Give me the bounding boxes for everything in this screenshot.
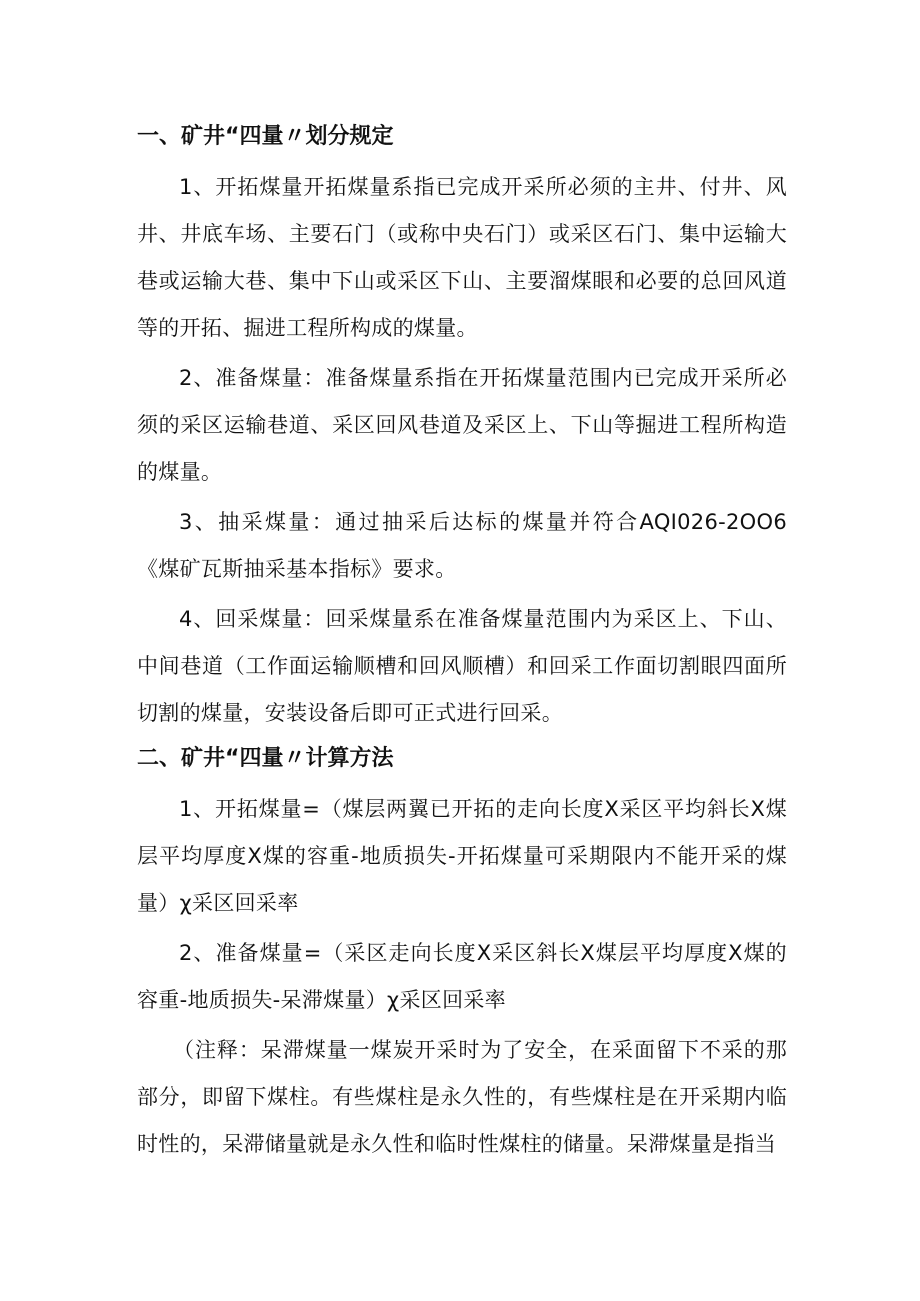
- paragraph-prepared-coal: 2、准备煤量：准备煤量系指在开拓煤量范围内已完成开采所必须的采区运输巷道、采区回风巷道及采区上、下山等掘进工程所构造的煤量。: [137, 366, 787, 484]
- paragraph-note: （注释：呆滞煤量一煤炭开采时为了安全，在采面留下不采的那部分，即留下煤柱。有些煤柱是永久性的，有些煤柱是在开采期内临时性的，呆滞储量就是永久性和临时性煤柱的储量。呆滞煤量是指当: [137, 1038, 787, 1156]
- document-body: [137, 118, 787, 1171]
- section-heading-division-rules: 一、矿井“四量〃划分规定: [137, 124, 394, 149]
- section-heading-calculation-methods: 二、矿井“四量〃计算方法: [137, 746, 394, 771]
- paragraph-stoping-coal: 4、回采煤量：回采煤量系在准备煤量范围内为采区上、下山、中间巷道（工作面运输顺槽和回风顺槽）和回采工作面切割眼四面所切割的煤量，安装设备后即可正式进行回采。: [137, 607, 787, 725]
- paragraph-development-coal: 1、开拓煤量开拓煤量系指已完成开采所必须的主井、付井、风井、井底车场、主要石门（或称中央石门）或采区石门、集中运输大巷或运输大巷、集中下山或采区下山、主要溜煤眼和必要的总回风道等的开拓、掘进工程所构成的煤量。: [137, 175, 787, 340]
- paragraph-development-formula: 1、开拓煤量=（煤层两翼已开拓的走向长度X采区平均斜长X煤层平均厚度X煤的容重-地质损失-开拓煤量可采期限内不能开采的煤量）χ采区回采率: [137, 797, 787, 915]
- paragraph-prepared-formula: 2、准备煤量=（采区走向长度X采区斜长X煤层平均厚度X煤的容重-地质损失-呆滞煤量）χ采区回采率: [137, 941, 787, 1012]
- paragraph-drainage-coal: 3、抽采煤量：通过抽采后达标的煤量并符合AQI026-2OO6《煤矿瓦斯抽采基本指标》要求。: [137, 510, 787, 581]
